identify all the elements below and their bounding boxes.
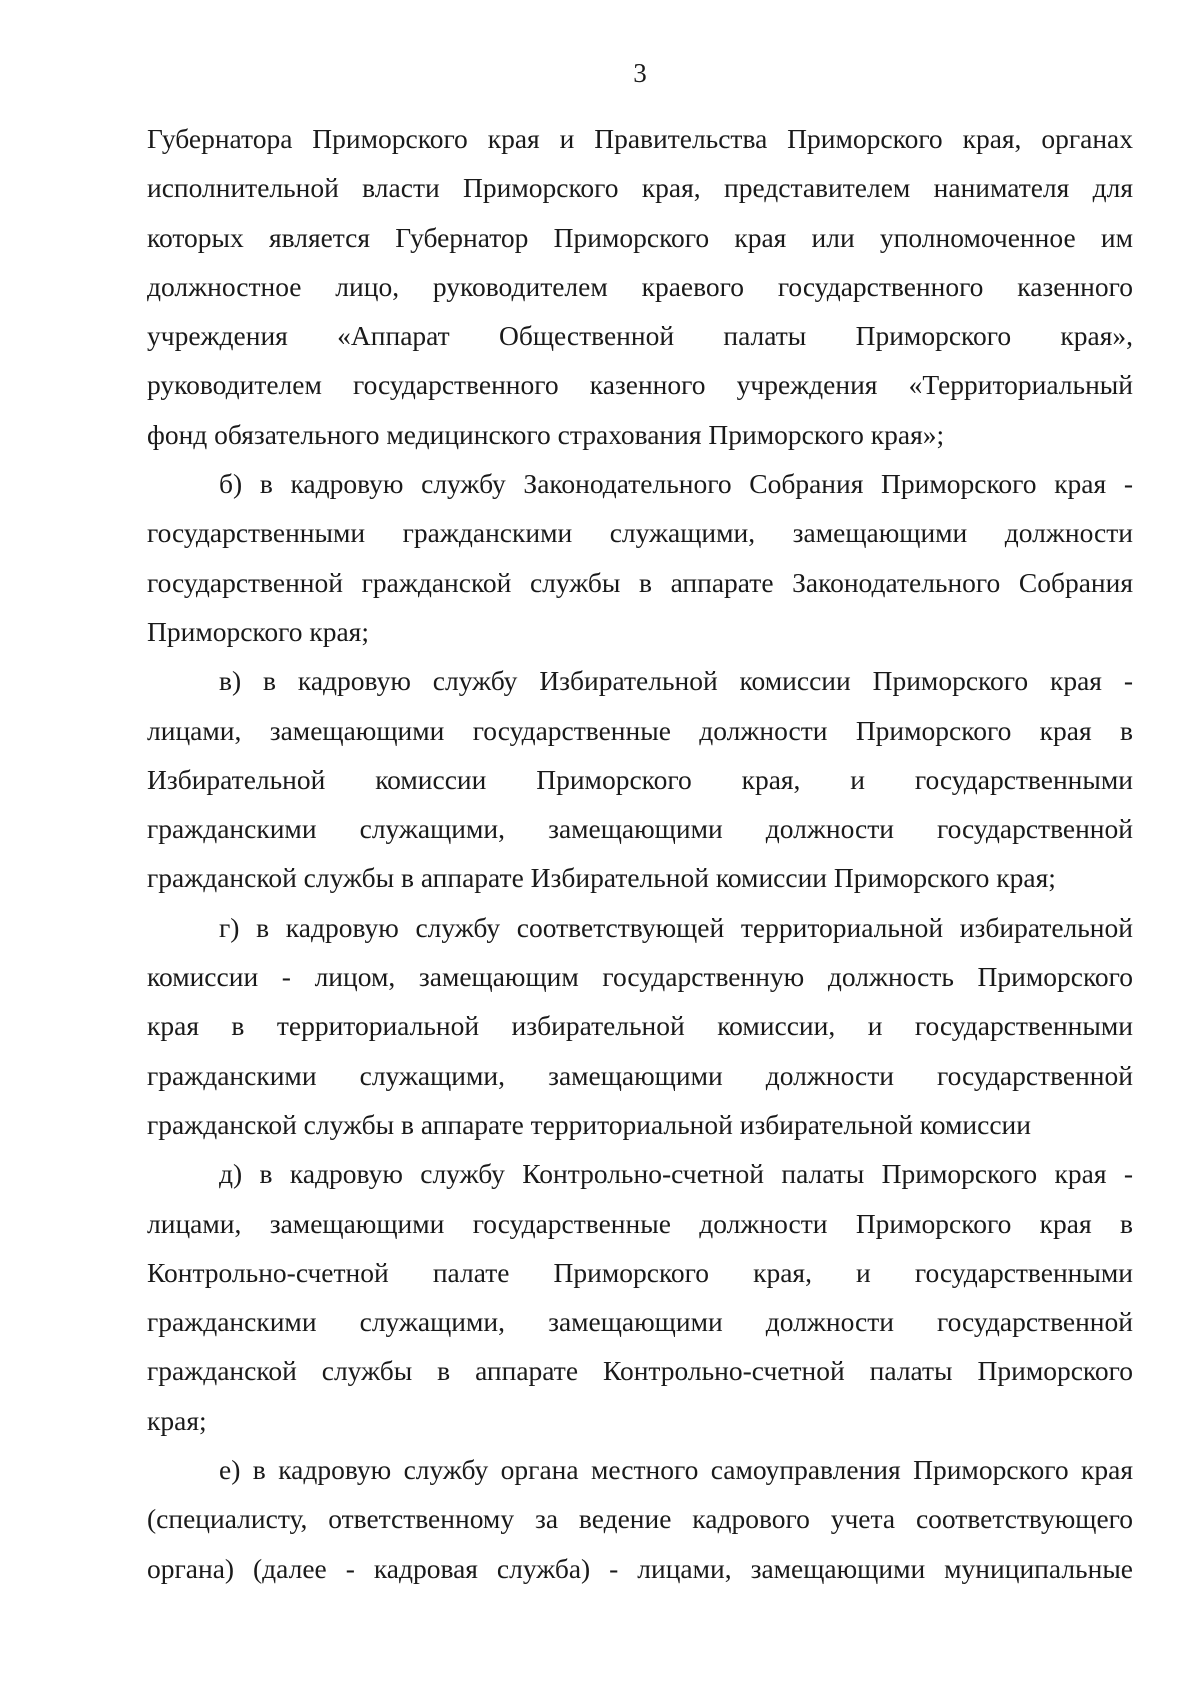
- text-line: в) в кадровую службу Избирательной комиссии Приморского края -: [219, 665, 1133, 697]
- text-line: гражданской службы в аппарате Контрольно-счетной палаты Приморского: [147, 1355, 1133, 1387]
- text-line: гражданскими служащими, замещающими должности государственной: [147, 1306, 1133, 1338]
- text-line: государственными гражданскими служащими, замещающими должности: [147, 517, 1133, 549]
- paragraph-item-v: [147, 656, 1133, 902]
- text-line: лицами, замещающими государственные должности Приморского края в: [147, 714, 1133, 746]
- page-number: 3: [633, 58, 647, 88]
- paragraph-item-d: [147, 1149, 1133, 1445]
- text-line: лицами, замещающими государственные должности Приморского края в: [147, 1207, 1133, 1239]
- text-line: края;: [147, 1404, 207, 1436]
- text-line: гражданскими служащими, замещающими должности государственной: [147, 1059, 1133, 1091]
- text-line: (специалисту, ответственному за ведение кадрового учета соответствующего: [147, 1503, 1133, 1535]
- text-line: края в территориальной избирательной комиссии, и государственными: [147, 1010, 1133, 1042]
- text-line: которых является Губернатор Приморского края или уполномоченное им: [147, 221, 1133, 253]
- text-line: б) в кадровую службу Законодательного Собрания Приморского края -: [219, 468, 1133, 500]
- text-line: фонд обязательного медицинского страхования Приморского края»;: [147, 418, 945, 450]
- text-line: Приморского края;: [147, 615, 369, 647]
- text-line: гражданской службы в аппарате территориальной избирательной комиссии: [147, 1108, 1031, 1140]
- text-line: г) в кадровую службу соответствующей территориальной избирательной: [219, 911, 1133, 943]
- paragraph-item-b: [147, 459, 1133, 656]
- text-line: должностное лицо, руководителем краевого государственного казенного: [147, 270, 1133, 302]
- text-line: исполнительной власти Приморского края, представителем нанимателя для: [147, 172, 1133, 204]
- text-line: государственной гражданской службы в аппарате Законодательного Собрания: [147, 566, 1133, 598]
- text-line: органа) (далее - кадровая служба) - лицами, замещающими муниципальные: [147, 1552, 1133, 1584]
- text-line: Контрольно-счетной палате Приморского края, и государственными: [147, 1256, 1133, 1288]
- text-line: Избирательной комиссии Приморского края, и государственными: [147, 763, 1133, 795]
- document-body: [147, 114, 1133, 1593]
- text-line: д) в кадровую службу Контрольно-счетной палаты Приморского края -: [219, 1158, 1133, 1190]
- text-line: Губернатора Приморского края и Правительства Приморского края, органах: [147, 123, 1133, 154]
- text-line: е) в кадровую службу органа местного самоуправления Приморского края: [219, 1454, 1133, 1486]
- text-line: гражданской службы в аппарате Избирательной комиссии Приморского края;: [147, 862, 1056, 894]
- text-line: учреждения «Аппарат Общественной палаты Приморского края»,: [147, 320, 1133, 352]
- text-line: руководителем государственного казенного учреждения «Территориальный: [147, 369, 1133, 401]
- text-line: гражданскими служащими, замещающими должности государственной: [147, 813, 1133, 845]
- paragraph-continuation: [147, 114, 1133, 459]
- paragraph-item-g: [147, 903, 1133, 1149]
- text-line: комиссии - лицом, замещающим государственную должность Приморского: [147, 961, 1133, 993]
- paragraph-item-e: [147, 1445, 1133, 1593]
